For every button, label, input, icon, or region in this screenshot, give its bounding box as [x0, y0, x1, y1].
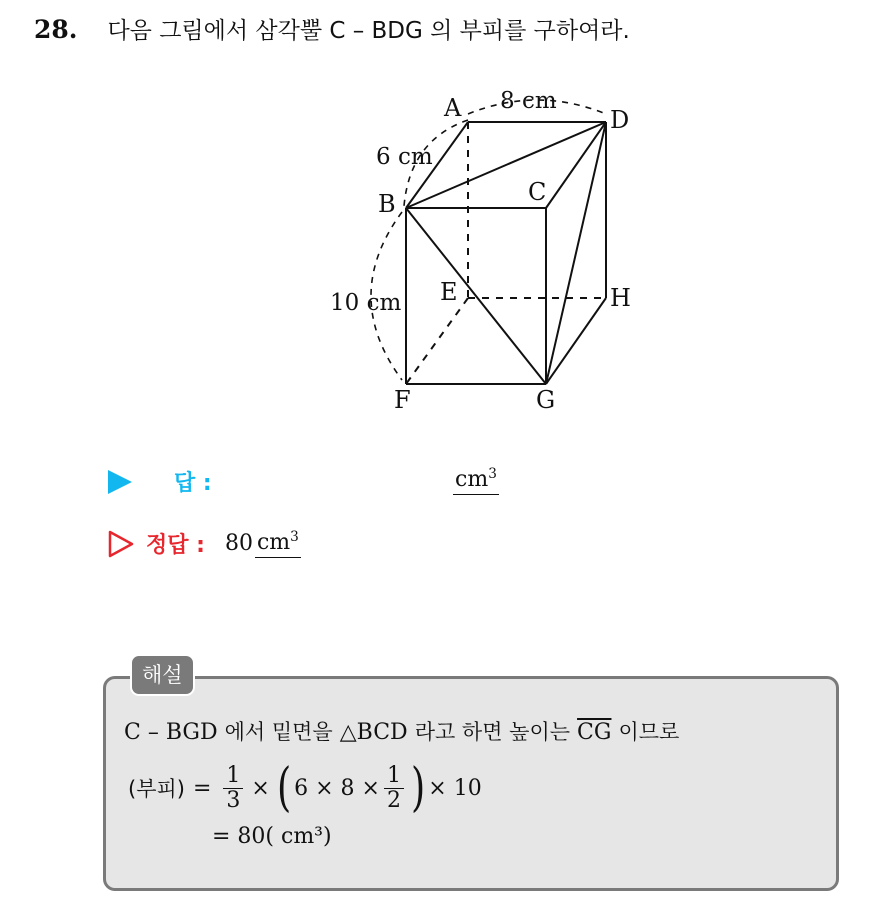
explanation-line-3: = 80( cm³) — [212, 824, 332, 849]
answer-row — [108, 466, 497, 497]
answer-unit: cm — [455, 467, 489, 493]
label-6cm: 6 cm — [376, 144, 433, 170]
question-text: 다음 그림에서 삼각뿔 C – BDG 의 부피를 구하여라. — [107, 18, 630, 44]
correct-row — [108, 528, 301, 559]
edge-BG — [406, 208, 546, 384]
vertex-C: C — [528, 178, 547, 206]
answer-label: 답 : — [174, 471, 212, 496]
fraction-one-third: $\frac{1}{3}$ — [223, 764, 243, 811]
label-10cm: 10 cm — [330, 290, 402, 316]
play-triangle-icon — [108, 470, 132, 494]
vertex-D: D — [610, 106, 630, 134]
answer-unit-exp: 3 — [488, 466, 497, 482]
correct-value: 80 — [224, 531, 253, 556]
vertex-F: F — [394, 386, 411, 414]
vertex-B: B — [378, 190, 396, 218]
outline-triangle-icon — [108, 530, 134, 558]
edge-DG — [546, 122, 606, 384]
label-8cm: 8 cm — [500, 88, 557, 114]
explanation-tag: 해설 — [130, 654, 195, 696]
vertex-G: G — [536, 386, 556, 414]
explanation-line-1: C – BGD 에서 밑면을 △BCD 라고 하면 높이는 $\overline{CG}$ 이므로 — [124, 720, 680, 745]
segment-CG: $\overline{CG}$ — [577, 720, 612, 745]
prism-figure — [0, 0, 884, 440]
vertex-E: E — [440, 278, 458, 306]
vertex-A: A — [444, 94, 462, 122]
fraction-one-half: $\frac{1}{2}$ — [384, 764, 404, 811]
explanation-line-2: (부피) = $\frac{1}{3}$ × ( 6 × 8 × $\frac{1}{2}$ ) × 10 — [128, 758, 482, 818]
vertex-H: H — [610, 284, 631, 312]
open-paren: ( — [276, 758, 292, 818]
edge-EF — [406, 298, 468, 384]
close-paren: ) — [411, 758, 426, 818]
correct-unit: $cm^3$ — [255, 529, 301, 558]
answer-blank[interactable] — [453, 466, 499, 495]
question-number: 28. — [34, 15, 78, 44]
correct-label: 정답 : — [146, 533, 205, 558]
